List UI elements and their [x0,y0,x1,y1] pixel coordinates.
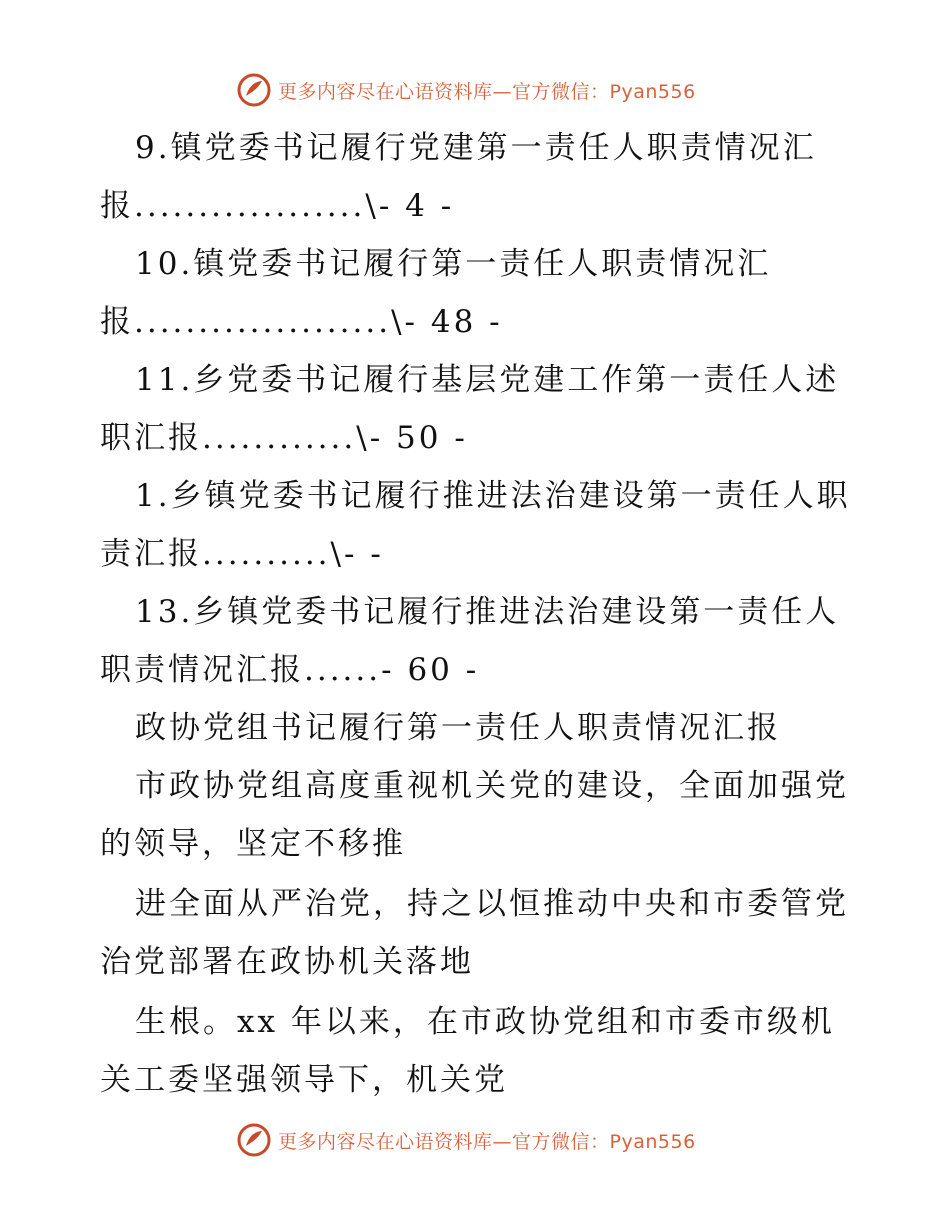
toc-entry-9-line-1: 9.镇党委书记履行党建第一责任人职责情况汇 [135,130,817,166]
paragraph-line: 进全面从严治党，持之以恒推动中央和市委管党 [135,886,849,922]
footer-watermark [236,1120,756,1160]
paragraph-line: 关工委坚强领导下，机关党 [100,1062,508,1098]
header-watermark [236,70,756,110]
paragraph-line: 的领导，坚定不移推 [100,826,406,862]
watermark-text: 更多内容尽在心语资料库—官方微信：Pyan556 [278,80,696,103]
brand-logo-icon [236,1122,272,1158]
toc-entry-12-line-2: 责汇报..........\- - [100,536,384,572]
toc-entry-10-line-1: 10.镇党委书记履行第一责任人职责情况汇 [135,246,772,282]
watermark-text: 更多内容尽在心语资料库—官方微信：Pyan556 [278,1130,696,1153]
toc-entry-9-line-2: 报..................\- 4 - [100,188,455,224]
toc-entry-11-line-1: 11.乡党委书记履行基层党建工作第一责任人述 [135,362,840,398]
brand-logo-icon [236,72,272,108]
paragraph-line: 生根。xx 年以来，在市政协党组和市委市级机 [135,1004,835,1040]
toc-entry-13-line-1: 13.乡镇党委书记履行推进法治建设第一责任人 [135,594,840,630]
paragraph-line: 治党部署在政协机关落地 [100,944,474,980]
toc-entry-10-line-2: 报....................\- 48 - [100,304,503,340]
section-title: 政协党组书记履行第一责任人职责情况汇报 [135,710,781,746]
toc-entry-13-line-2: 职责情况汇报......- 60 - [100,652,480,688]
toc-entry-11-line-2: 职汇报............\- 50 - [100,420,468,456]
toc-entry-12-line-1: 1.乡镇党委书记履行推进法治建设第一责任人职 [135,478,851,514]
paragraph-line: 市政协党组高度重视机关党的建设，全面加强党 [135,768,849,804]
